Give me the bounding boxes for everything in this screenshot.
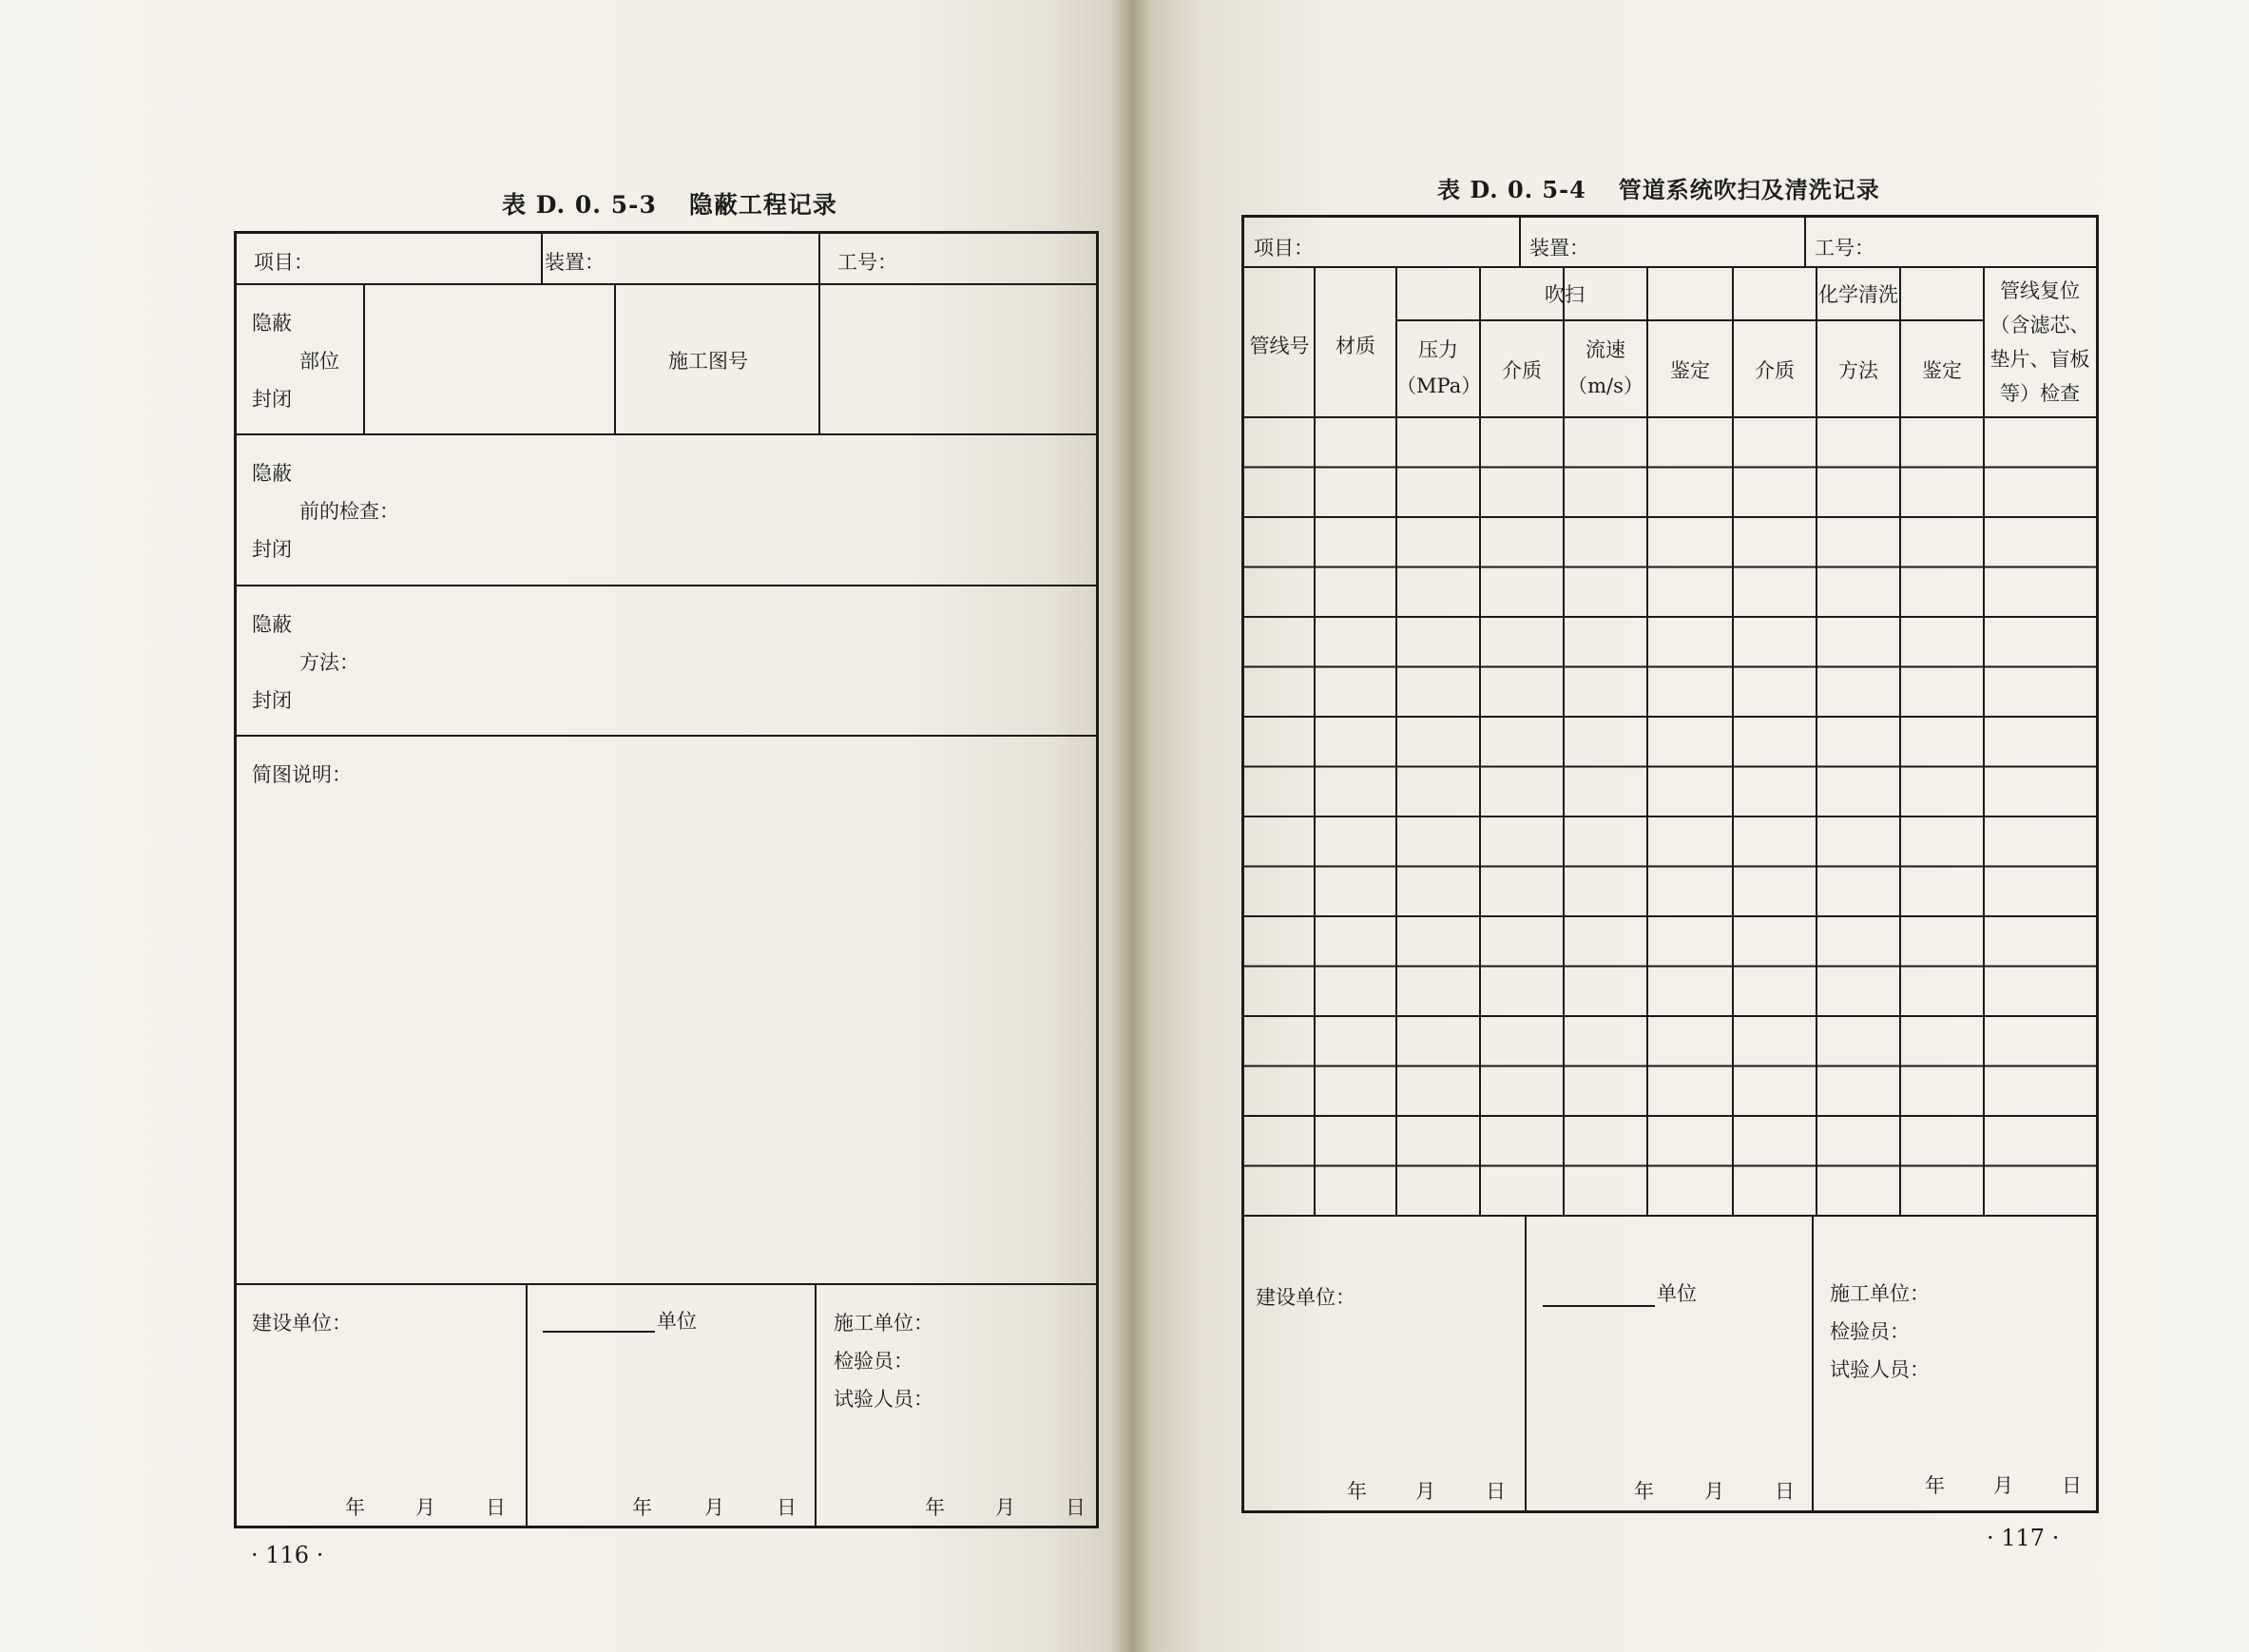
- owner-label: 建设单位：: [252, 1312, 352, 1335]
- concealed-work-record-table: [234, 231, 1099, 1528]
- device-label: 装置：: [1529, 237, 1589, 259]
- col-purge-medium: 介质: [1502, 359, 1542, 382]
- col-group-chemical-cleaning: 化学清洗: [1818, 283, 1898, 306]
- left-signature-row: [237, 1285, 1096, 1526]
- right-title-number: 表 D. 0. 5-4: [1437, 176, 1586, 203]
- year-label: 年: [925, 1496, 945, 1519]
- project-label: 项目：: [254, 251, 314, 274]
- year-label: 年: [1634, 1480, 1654, 1503]
- col-purge-assess: 鉴定: [1670, 359, 1710, 382]
- method-label: 方法：: [299, 651, 359, 674]
- day-label: 日: [777, 1496, 797, 1519]
- location-label: 部位: [299, 350, 339, 373]
- closure-label: 封闭: [252, 538, 292, 561]
- month-label: 月: [704, 1496, 724, 1519]
- closure-label: 封闭: [252, 388, 292, 411]
- unit-label: 单位: [657, 1310, 697, 1333]
- col-chem-assess: 鉴定: [1922, 359, 1962, 382]
- col-restore-line4: 等）检查: [2000, 382, 2080, 405]
- blank-underline: [543, 1331, 655, 1333]
- left-page-number: · 116 ·: [251, 1542, 324, 1568]
- right-page-title: [1437, 171, 1880, 204]
- conceal-location-row: [237, 285, 1096, 435]
- col-group-purge: 吹扫: [1545, 283, 1585, 306]
- unit-label: 单位: [1657, 1282, 1697, 1305]
- col-velocity: 流速: [1586, 338, 1625, 361]
- day-label: 日: [1486, 1480, 1506, 1503]
- col-material: 材质: [1336, 335, 1375, 357]
- pre-check-label: 前的检查：: [299, 500, 399, 523]
- divider: [541, 234, 543, 283]
- right-title-text: 管道系统吹扫及清洗记录: [1618, 176, 1880, 203]
- sketch-row: [237, 737, 1096, 1285]
- closure-label: 封闭: [252, 689, 292, 712]
- col-velocity-unit: （m/s）: [1567, 375, 1644, 397]
- divider: [818, 285, 820, 433]
- left-title-text: 隐蔽工程记录: [688, 191, 837, 219]
- pipe-purge-cleaning-record-table: [1241, 215, 2099, 1513]
- month-label: 月: [415, 1496, 435, 1519]
- month-label: 月: [1993, 1474, 2013, 1497]
- right-page-number: · 117 ·: [1987, 1525, 2060, 1551]
- col-chem-method: 方法: [1838, 359, 1878, 382]
- pre-check-row: [237, 435, 1096, 586]
- col-chem-medium: 介质: [1755, 359, 1795, 382]
- col-line-no: 管线号: [1249, 335, 1310, 357]
- divider: [818, 234, 820, 283]
- day-label: 日: [1066, 1496, 1086, 1519]
- month-label: 月: [995, 1496, 1015, 1519]
- year-label: 年: [1925, 1474, 1945, 1497]
- col-pressure-unit: （MPa）: [1396, 375, 1482, 397]
- year-label: 年: [345, 1496, 365, 1519]
- contractor-label: 施工单位：: [834, 1312, 933, 1335]
- left-title-number: 表 D. 0. 5-3: [502, 191, 657, 219]
- conceal-label: 隐蔽: [252, 462, 292, 485]
- book-gutter: [1110, 0, 1152, 1652]
- method-row: [237, 586, 1096, 737]
- col-pressure: 压力: [1418, 338, 1458, 361]
- device-label: 装置：: [545, 251, 605, 274]
- conceal-label: 隐蔽: [252, 312, 292, 335]
- inspector-label: 检验员：: [834, 1350, 913, 1373]
- divider: [526, 1285, 528, 1526]
- year-label: 年: [1347, 1480, 1367, 1503]
- divider: [363, 285, 365, 433]
- conceal-label: 隐蔽: [252, 613, 292, 636]
- tester-label: 试验人员：: [834, 1388, 933, 1411]
- col-restore-line1: 管线复位: [2000, 279, 2080, 302]
- day-label: 日: [2062, 1474, 2082, 1497]
- divider: [614, 285, 616, 433]
- inspector-label: 检验员：: [1830, 1320, 1910, 1343]
- tester-label: 试验人员：: [1830, 1358, 1930, 1381]
- owner-label: 建设单位：: [1256, 1286, 1355, 1309]
- day-label: 日: [1775, 1480, 1795, 1503]
- project-label: 项目：: [1254, 237, 1314, 259]
- month-label: 月: [1704, 1480, 1724, 1503]
- day-label: 日: [486, 1496, 506, 1519]
- left-page-title: [502, 186, 837, 221]
- divider: [815, 1285, 817, 1526]
- drawing-number-label: 施工图号: [668, 350, 748, 373]
- blank-underline: [1543, 1305, 1655, 1307]
- contractor-label: 施工单位：: [1830, 1282, 1930, 1305]
- month-label: 月: [1415, 1480, 1435, 1503]
- table-grid-lines: [1244, 218, 2096, 1510]
- col-restore-line3: 垫片、盲板: [1990, 348, 2090, 371]
- job-number-label: 工号：: [837, 251, 897, 274]
- job-number-label: 工号：: [1815, 237, 1874, 259]
- col-restore-line2: （含滤芯、: [1990, 314, 2090, 336]
- left-header-row: [237, 234, 1096, 285]
- sketch-label: 简图说明：: [252, 763, 352, 786]
- year-label: 年: [632, 1496, 652, 1519]
